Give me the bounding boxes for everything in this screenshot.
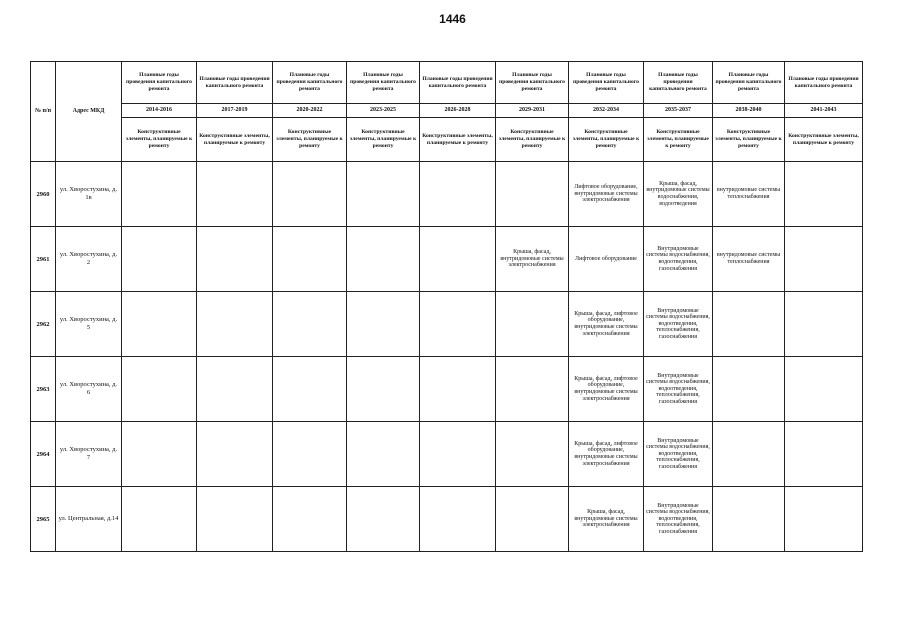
repair-cell (785, 292, 863, 357)
header-years: 2041-2043 (785, 104, 863, 118)
repair-cell (197, 422, 273, 487)
row-number: 2965 (31, 487, 56, 552)
repair-cell (785, 227, 863, 292)
repair-cell (713, 292, 785, 357)
repair-cell: Внутридомовые системы водоснабжения, водоотведения, теплоснабжения, газоснабжения (644, 292, 713, 357)
row-address: ул. Хворостухина, д. 5 (56, 292, 122, 357)
header-years: 2020-2022 (273, 104, 347, 118)
repair-cell: Внутридомовые системы водоснабжения, водоотведения, газоснабжения (644, 227, 713, 292)
row-number: 2961 (31, 227, 56, 292)
repair-cell: Крыша, фасад, лифтовое оборудование, внутридомовые системы электроснабжения (569, 357, 644, 422)
header-elements: Конструктивные элементы, планируемые к ремонту (347, 118, 420, 162)
repair-cell (197, 487, 273, 552)
repair-cell: Лифтовое оборудование (569, 227, 644, 292)
table-row (31, 487, 863, 552)
repair-cell (785, 422, 863, 487)
header-period-title: Плановые годы проведения капитального ремонта (122, 62, 197, 104)
header-period-title: Плановые годы проведения капитального ремонта (644, 62, 713, 104)
repair-cell (713, 487, 785, 552)
repair-cell (197, 357, 273, 422)
repair-cell (420, 162, 496, 227)
repair-cell (197, 162, 273, 227)
header-elements: Конструктивные элементы, планируемые к ремонту (569, 118, 644, 162)
header-years: 2026-2028 (420, 104, 496, 118)
header-period-title: Плановые годы проведения капитального ремонта (785, 62, 863, 104)
repair-cell (347, 422, 420, 487)
repair-cell: Лифтовое оборудование, внутридомовые системы электроснабжения (569, 162, 644, 227)
repair-cell (197, 227, 273, 292)
header-elements: Конструктивные элементы, планируемые к ремонту (785, 118, 863, 162)
repair-cell (785, 357, 863, 422)
repair-cell: Крыша, фасад, внутридомовые системы водоснабжения, водоотведения (644, 162, 713, 227)
repair-cell (713, 422, 785, 487)
repair-cell (197, 292, 273, 357)
repair-cell (347, 292, 420, 357)
repair-cell (122, 227, 197, 292)
repair-cell (713, 357, 785, 422)
table-row (31, 422, 863, 487)
repair-cell (420, 227, 496, 292)
header-years: 2029-2031 (496, 104, 569, 118)
repair-cell (347, 357, 420, 422)
repair-cell (496, 357, 569, 422)
header-elements: Конструктивные элементы, планируемые к ремонту (197, 118, 273, 162)
repair-cell (496, 487, 569, 552)
header-years: 2038-2040 (713, 104, 785, 118)
repair-cell: внутридомовые системы теплоснабжения (713, 162, 785, 227)
repair-cell: Внутридомовые системы водоснабжения, водоотведения, теплоснабжения, газоснабжения (644, 487, 713, 552)
repair-cell (273, 357, 347, 422)
repair-cell (122, 292, 197, 357)
header-years: 2023-2025 (347, 104, 420, 118)
header-period-title: Плановые годы проведения капитального ремонта (197, 62, 273, 104)
header-address: Адрес МКД (56, 62, 122, 162)
repair-cell (496, 292, 569, 357)
repair-cell (496, 422, 569, 487)
repair-cell (420, 487, 496, 552)
repair-cell (122, 357, 197, 422)
repair-cell (420, 422, 496, 487)
header-period-title: Плановые годы проведения капитального ремонта (347, 62, 420, 104)
header-elements: Конструктивные элементы, планируемые к ремонту (496, 118, 569, 162)
repair-cell: Внутридомовые системы водоснабжения, водоотведения, теплоснабжения, газоснабжения (644, 422, 713, 487)
capital-repair-plan-table (30, 61, 863, 552)
repair-cell (273, 227, 347, 292)
header-elements: Конструктивные элементы, планируемые к ремонту (713, 118, 785, 162)
repair-cell (273, 422, 347, 487)
repair-cell (420, 292, 496, 357)
repair-cell: Крыша, фасад, лифтовое оборудование, внутридомовые системы электроснабжения (569, 292, 644, 357)
repair-cell (785, 487, 863, 552)
repair-cell (347, 487, 420, 552)
row-number: 2963 (31, 357, 56, 422)
header-years: 2035-2037 (644, 104, 713, 118)
table-row (31, 162, 863, 227)
repair-cell (420, 357, 496, 422)
table-row (31, 357, 863, 422)
repair-cell: Крыша, фасад, лифтовое оборудование, внутридомовые системы электроснабжения (569, 422, 644, 487)
repair-cell: Крыша, фасад, внутридомовые системы электроснабжения (569, 487, 644, 552)
repair-cell: внутридомовые системы теплоснабжения (713, 227, 785, 292)
table-row (31, 227, 863, 292)
repair-cell: Крыша, фасад, внутридомовые системы электроснабжения (496, 227, 569, 292)
repair-cell: Внутридомовые системы водоснабжения, водоотведения, теплоснабжения, газоснабжения (644, 357, 713, 422)
header-elements: Конструктивные элементы, планируемые к ремонту (644, 118, 713, 162)
header-row-titles (31, 62, 863, 104)
repair-cell (273, 292, 347, 357)
header-row-years (31, 104, 863, 118)
header-row-elements (31, 118, 863, 162)
repair-cell (347, 227, 420, 292)
repair-cell (122, 422, 197, 487)
row-number: 2960 (31, 162, 56, 227)
header-period-title: Плановые годы проведения капитального ремонта (496, 62, 569, 104)
repair-cell (496, 162, 569, 227)
row-address: ул. Центральная, д.14 (56, 487, 122, 552)
repair-cell (785, 162, 863, 227)
header-elements: Конструктивные элементы, планируемые к ремонту (122, 118, 197, 162)
row-address: ул. Хворостухина, д. 7 (56, 422, 122, 487)
table-row (31, 292, 863, 357)
header-elements: Конструктивные элементы, планируемые к ремонту (273, 118, 347, 162)
row-address: ул. Хворостухина, д. 2 (56, 227, 122, 292)
repair-cell (122, 162, 197, 227)
header-years: 2014-2016 (122, 104, 197, 118)
header-period-title: Плановые годы проведения капитального ремонта (273, 62, 347, 104)
repair-cell (273, 162, 347, 227)
header-num: № п/п (31, 62, 56, 162)
header-years: 2017-2019 (197, 104, 273, 118)
repair-cell (122, 487, 197, 552)
header-period-title: Плановые годы проведения капитального ремонта (420, 62, 496, 104)
row-address: ул. Хворостухина, д. 6 (56, 357, 122, 422)
header-period-title: Плановые годы проведения капитального ремонта (569, 62, 644, 104)
header-elements: Конструктивные элементы, планируемые к ремонту (420, 118, 496, 162)
header-years: 2032-2034 (569, 104, 644, 118)
row-number: 2962 (31, 292, 56, 357)
row-number: 2964 (31, 422, 56, 487)
repair-cell (273, 487, 347, 552)
page-number: 1446 (439, 12, 466, 26)
row-address: ул. Хворостухина, д. 1в (56, 162, 122, 227)
header-period-title: Плановые годы проведения капитального ремонта (713, 62, 785, 104)
repair-cell (347, 162, 420, 227)
